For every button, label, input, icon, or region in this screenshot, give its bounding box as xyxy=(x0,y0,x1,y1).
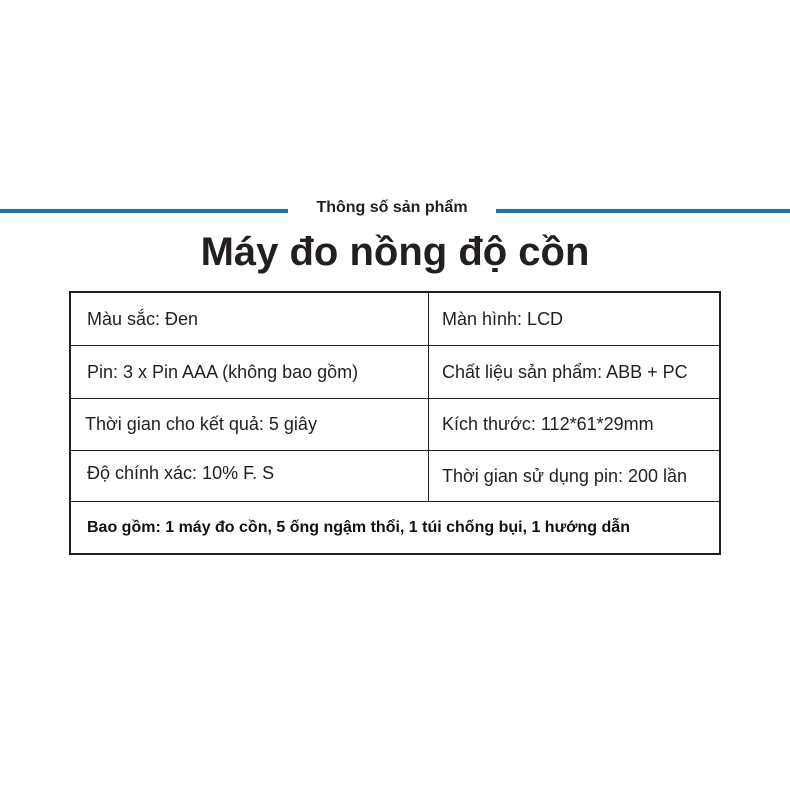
spec-row xyxy=(71,451,719,502)
spec-display: Màn hình: LCD xyxy=(442,308,564,329)
spec-material: Chất liệu sản phẩm: ABB + PC xyxy=(442,361,688,382)
spec-row xyxy=(71,346,719,399)
spec-includes: Bao gồm: 1 máy đo cồn, 5 ống ngậm thổi, 1 túi chống bụi, 1 hướng dẫn xyxy=(87,518,630,536)
spec-row xyxy=(71,293,719,346)
spec-dimensions: Kích thước: 112*61*29mm xyxy=(442,414,654,434)
spec-table xyxy=(69,291,721,555)
header-rule-right xyxy=(496,209,790,213)
header-rule-left xyxy=(0,209,288,213)
spec-result-time: Thời gian cho kết quả: 5 giây xyxy=(71,399,429,450)
page-title: Máy đo nồng độ cồn xyxy=(200,230,590,274)
section-subtitle: Thông số sản phẩm xyxy=(316,199,468,216)
spec-row xyxy=(71,399,719,451)
spec-accuracy: Độ chính xác: 10% F. S xyxy=(71,451,429,501)
spec-color: Màu sắc: Đen xyxy=(71,293,429,345)
spec-row-includes xyxy=(71,502,719,553)
spec-battery-life: Thời gian sử dụng pin: 200 lần xyxy=(442,465,688,486)
spec-battery: Pin: 3 x Pin AAA (không bao gồm) xyxy=(71,346,429,398)
